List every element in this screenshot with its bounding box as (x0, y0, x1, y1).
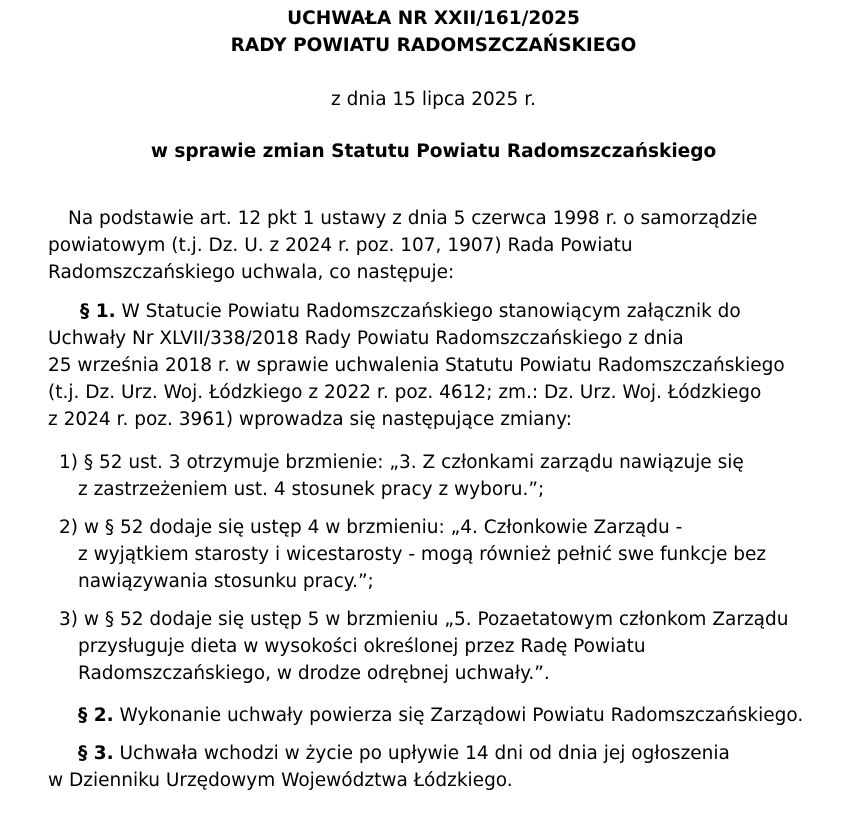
change-item-2: 2) w § 52 dodaje się ustęp 4 w brzmieniu: „4. Członkowie Zarządu - (59, 517, 683, 538)
change-item-2-cont: nawiązywania stosunku pracy.”; (78, 571, 374, 592)
resolution-date: z dnia 15 lipca 2025 r. (331, 89, 536, 110)
change-item-3: 3) w § 52 dodaje się ustęp 5 w brzmieniu „5. Pozaetatowym członkom Zarządu (59, 609, 789, 630)
change-item-1-cont: z zastrzeżeniem ust. 4 stosunek pracy z wyboru.”; (78, 479, 545, 500)
section-3-line (78, 740, 730, 767)
preamble-line: Radomszczańskiego uchwala, co następuje: (48, 262, 455, 283)
change-item-3-cont: Radomszczańskiego, w drodze odrębnej uchwały.”. (78, 663, 550, 684)
section-1-line: (t.j. Dz. Urz. Woj. Łódzkiego z 2022 r. poz. 4612; zm.: Dz. Urz. Woj. Łódzkiego (48, 382, 762, 403)
change-item-1: 1) § 52 ust. 3 otrzymuje brzmienie: „3. Z członkami zarządu nawiązuje się (59, 452, 744, 473)
change-item-3-cont: przysługuje dieta w wysokości określonej przez Radę Powiatu (78, 636, 646, 657)
section-1-line: Uchwały Nr XLVII/338/2018 Rady Powiatu Radomszczańskiego z dnia (48, 328, 684, 349)
section-3-text: Uchwała wchodzi w życie po upływie 14 dni od dnia jej ogłoszenia (113, 743, 730, 764)
section-1-line: z 2024 r. poz. 3961) wprowadza się następujące zmiany: (48, 409, 572, 430)
section-2-line (78, 702, 803, 729)
change-item-2-cont: z wyjątkiem starosty i wicestarosty - mogą również pełnić swe funkcje bez (78, 544, 767, 565)
section-1-mark: § 1. (80, 301, 116, 322)
section-1-line (80, 298, 741, 325)
section-1-line: 25 września 2018 r. w sprawie uchwalenia Statutu Powiatu Radomszczańskiego (48, 355, 785, 376)
preamble-line: Na podstawie art. 12 pkt 1 ustawy z dnia 5 czerwca 1998 r. o samorządzie (68, 208, 758, 229)
preamble-line: powiatowym (t.j. Dz. U. z 2024 r. poz. 107, 1907) Rada Powiatu (48, 235, 633, 256)
resolution-title: UCHWAŁA NR XXII/161/2025 (287, 8, 580, 29)
council-name: RADY POWIATU RADOMSZCZAŃSKIEGO (230, 35, 637, 56)
section-3-mark: § 3. (78, 743, 114, 764)
section-2-text: Wykonanie uchwały powierza się Zarządowi Powiatu Radomszczańskiego. (113, 705, 804, 726)
resolution-subject: w sprawie zmian Statutu Powiatu Radomszczańskiego (150, 141, 717, 162)
section-1-text: W Statucie Powiatu Radomszczańskiego stanowiącym załącznik do (115, 301, 741, 322)
section-2-mark: § 2. (78, 705, 114, 726)
section-3-line: w Dzienniku Urzędowym Województwa Łódzkiego. (48, 770, 513, 791)
